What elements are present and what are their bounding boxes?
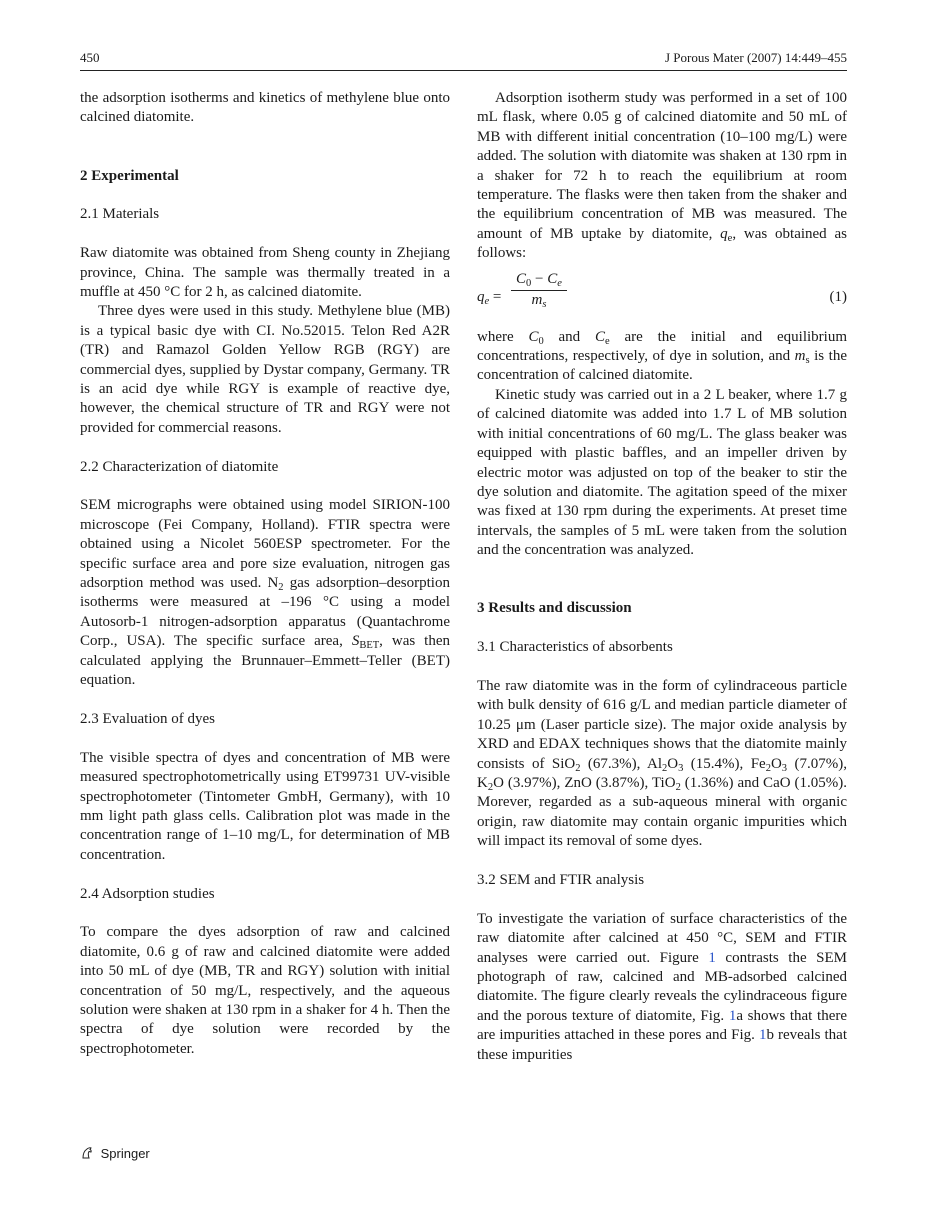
paragraph: To compare the dyes adsorption of raw and calcined diatomite, 0.6 g of raw and calcined diatomite were added into 50 mL of dye (MB, TR and RGY) solution with initial concentration of 50 mg/L, respectively, and the aqueous solution were shaken at 130 rpm in a shaker for 4 h. Then the spectra of dye solution were recorded by the spectrophotometer.	[80, 924, 450, 1057]
equation-number: (1)	[829, 288, 847, 305]
figure-link[interactable]: 1	[728, 1007, 737, 1024]
page-number: 450	[80, 50, 100, 65]
section-heading: 2 Experimental	[80, 167, 179, 184]
running-header	[80, 50, 847, 71]
subsection-heading: 2.4 Adsorption studies	[80, 885, 215, 902]
subsection-heading: 2.1 Materials	[80, 206, 160, 223]
paragraph: Adsorption isotherm study was performed in a set of 100 mL flask, where 0.05 g of calcined diatomite and 50 mL of MB with different initial concentration (10–100 mg/L) were added. The solution with diatomite was shaken at 130 rpm in a shaker for 72 h to reach the equilibrium at room temperature. The flasks were then taken from the shaker and the equilibrium concentration of MB was measured. The amount of MB uptake by diatomite, $q_e$, was obtained as follows:	[477, 90, 847, 262]
paragraph: where $C_0$ and $C_e$ are the initial and equilibrium concentrations, respectively, of dye in solution, and $m_s$ is the concentration of calcined diatomite.	[477, 328, 847, 384]
figure-link[interactable]: 1	[708, 949, 716, 966]
subsection-heading: 2.3 Evaluation of dyes	[80, 710, 215, 727]
paragraph: SEM micrographs were obtained using model SIRION-100 microscope (Fei Company, Holland). FTIR spectra were obtained using a Nicolet 560ESP spectrometer. For the specific surface area and pore size evaluation, nitrogen gas adsorption method was used. $N_2$ gas adsorption–desorption isotherms were measured at –196 °C using a model Autosorb-1 nitrogen-adsorption apparatus (Quantachrome Corp., USA). The specific surface area, $S_{BET}$, was then calculated applying the Brunnauer–Emmett–Teller (BET) equation.	[80, 497, 451, 689]
intro-tail: the adsorption isotherms and kinetics of methylene blue onto calcined diatomite.	[80, 90, 450, 126]
subsection-heading: 3.2 SEM and FTIR analysis	[477, 871, 645, 888]
paragraph: Raw diatomite was obtained from Sheng county in Zhejiang province, China. The sample was thermally treated in a muffle at 450 °C for 2 h, as calcined diatomite.	[80, 245, 450, 301]
footer	[80, 1146, 150, 1161]
journal-citation: J Porous Mater (2007) 14:449–455	[665, 50, 847, 65]
equation-fraction: $\frac{C_0 - C_e}{m_s}$	[511, 270, 567, 311]
equation-lhs: $q_e$ =	[477, 288, 502, 307]
paragraph: Three dyes were used in this study. Methylene blue (MB) is a typical basic dye with CI. No.52015. Telon Red A2R (TR) and Ramazol Golden Yellow RGB (RGY) are commercial dyes, supplied by Dystar company, Germany. TR is an acid dye while RGY is example of reactive dye, however, the chemical structure of TR and RGY were not provided for commercial reasons.	[80, 303, 450, 436]
springer-horse-icon	[80, 1146, 94, 1160]
paragraph: Kinetic study was carried out in a 2 L beaker, where 1.7 g of calcined diatomite was added into 1.7 L of MB solution with initial concentrations of 60 mg/L. The glass beaker was equipped with plastic baffles, and an impeller driven by electric motor was adjusted on top of the beaker to stir the dye solution and diatomite. The agitation speed of the mixer was fixed at 130 rpm during the experiments. At preset time intervals, the samples of 5 mL were taken from the solution and the concentration was analyzed.	[477, 386, 847, 559]
left-column	[80, 89, 450, 1059]
figure-link[interactable]: 1	[758, 1027, 767, 1044]
subsection-heading: 3.1 Characteristics of absorbents	[477, 639, 673, 656]
paragraph: The visible spectra of dyes and concentration of MB were measured spectrophotometrically using ET99731 UV-visible spectrophotometer (Tintometer GmbH, Germany), with 10 mm light path glass cells. Calibration plot was made in the concentration range of 1–10 mg/L, for determination of MB concentration.	[80, 749, 450, 863]
subsection-heading: 2.2 Characterization of diatomite	[80, 458, 279, 475]
paragraph: The raw diatomite was in the form of cylindraceous particle with bulk density of 616 g/L and median particle diameter of 10.25 μm (Laser particle size). The major oxide analysis by XRD and EDAX techniques shows that the diatomite mainly consists of SiO$_2$ (67.3%), $Al_2O_3$ (15.4%), $Fe_2O_3$ (7.07%), $K_2O$ (3.97%), ZnO (3.87%), TiO$_2$ (1.36%) and CaO (1.05%). Morever, regarded as a sub-aqueous mineral with organic origin, raw diatomite may contain organic impurities which will impact its removal of some dyes.	[477, 677, 847, 850]
equation-1	[477, 270, 847, 328]
section-heading: 3 Results and discussion	[477, 600, 632, 617]
publisher-name: Springer	[100, 1146, 150, 1161]
paragraph: To investigate the variation of surface characteristics of the raw diatomite after calcined at 450 °C, SEM and FTIR analyses were carried out. Figure 1 contrasts the SEM photograph of raw, calcined and MB-adsorbed calcined diatomite. The figure clearly reveals the cylindraceous figure and the porous texture of diatomite, Fig. 1a shows that there are impurities attached in these pores and Fig. 1b reveals that these impurities	[477, 910, 848, 1063]
right-column	[477, 89, 847, 1065]
